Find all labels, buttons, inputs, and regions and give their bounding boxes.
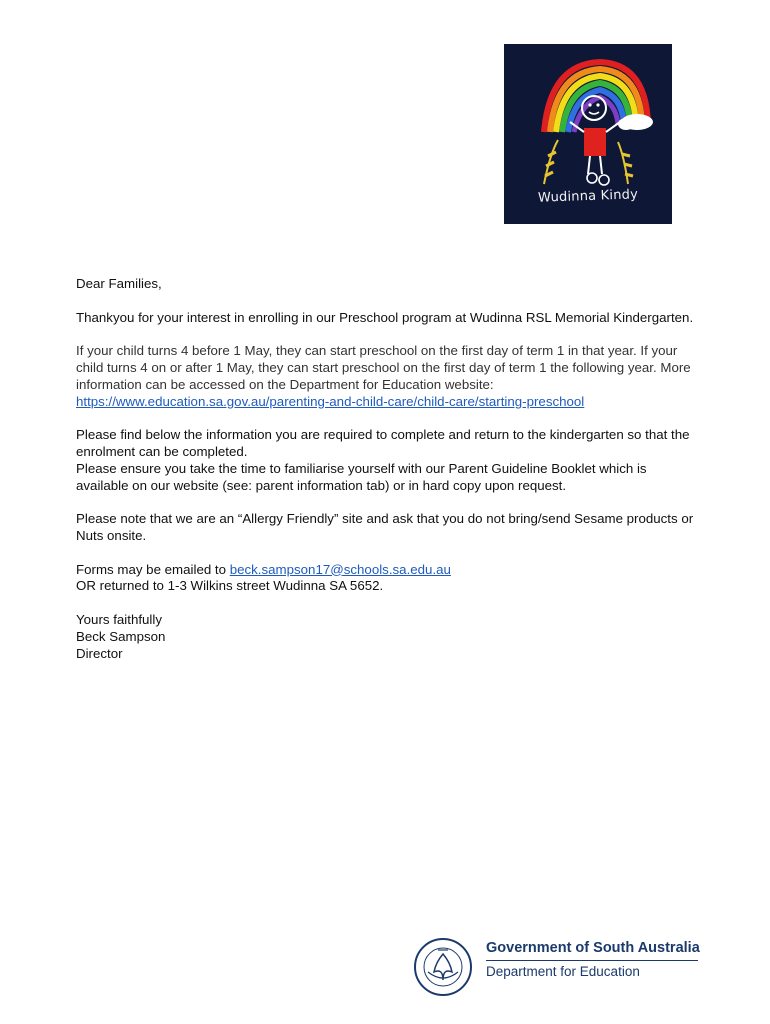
- info-line-1: Please find below the information you are required to complete and return to the kindergarten so that the enrolment can be completed.: [76, 427, 690, 459]
- director-email-link[interactable]: beck.sampson17@schools.sa.edu.au: [229, 561, 451, 577]
- eligibility-paragraph: [76, 343, 696, 410]
- allergy-paragraph: Please note that we are an “Allergy Friendly” site and ask that you do not bring/send Sesame products or Nuts onsite.: [76, 511, 694, 543]
- letter-body: [76, 276, 696, 662]
- forms-paragraph: [76, 562, 696, 596]
- government-footer: [412, 936, 712, 998]
- info-line-2: Please ensure you take the time to familiarise yourself with our Parent Guideline Booklet which is available on our website (see: parent information tab) or in hard copy upon request.: [76, 460, 647, 493]
- signatory-name: Beck Sampson: [76, 628, 166, 644]
- signatory-title: Director: [76, 645, 123, 661]
- sa-crest-icon: [412, 936, 474, 998]
- starting-preschool-link[interactable]: https://www.education.sa.gov.au/parenting-and-child-care/child-care/starting-preschool: [76, 393, 585, 409]
- forms-prefix: Forms may be emailed to: [76, 561, 230, 577]
- kindy-logo: [504, 44, 672, 224]
- greeting: Dear Families,: [76, 276, 162, 291]
- forms-return-address: OR returned to 1-3 Wilkins street Wudinna SA 5652.: [76, 578, 384, 594]
- logo-caption: Wudinna Kindy: [537, 187, 639, 206]
- eligibility-text: If your child turns 4 before 1 May, they can start preschool on the first day of term 1 in that year. If your child turns 4 on or after 1 May, they can start preschool on the first day of term 1 the following year. More information can be accessed on the Department for Education website:: [76, 343, 691, 392]
- intro-paragraph: Thankyou for your interest in enrolling in our Preschool program at Wudinna RSL Memorial Kindergarten.: [76, 309, 694, 325]
- info-paragraph: [76, 427, 696, 494]
- closing-line: Yours faithfully: [76, 611, 162, 627]
- footer-divider: [486, 960, 698, 961]
- government-title: Government of South Australia: [486, 940, 700, 956]
- department-name: Department for Education: [486, 964, 640, 979]
- sign-off: [76, 612, 696, 662]
